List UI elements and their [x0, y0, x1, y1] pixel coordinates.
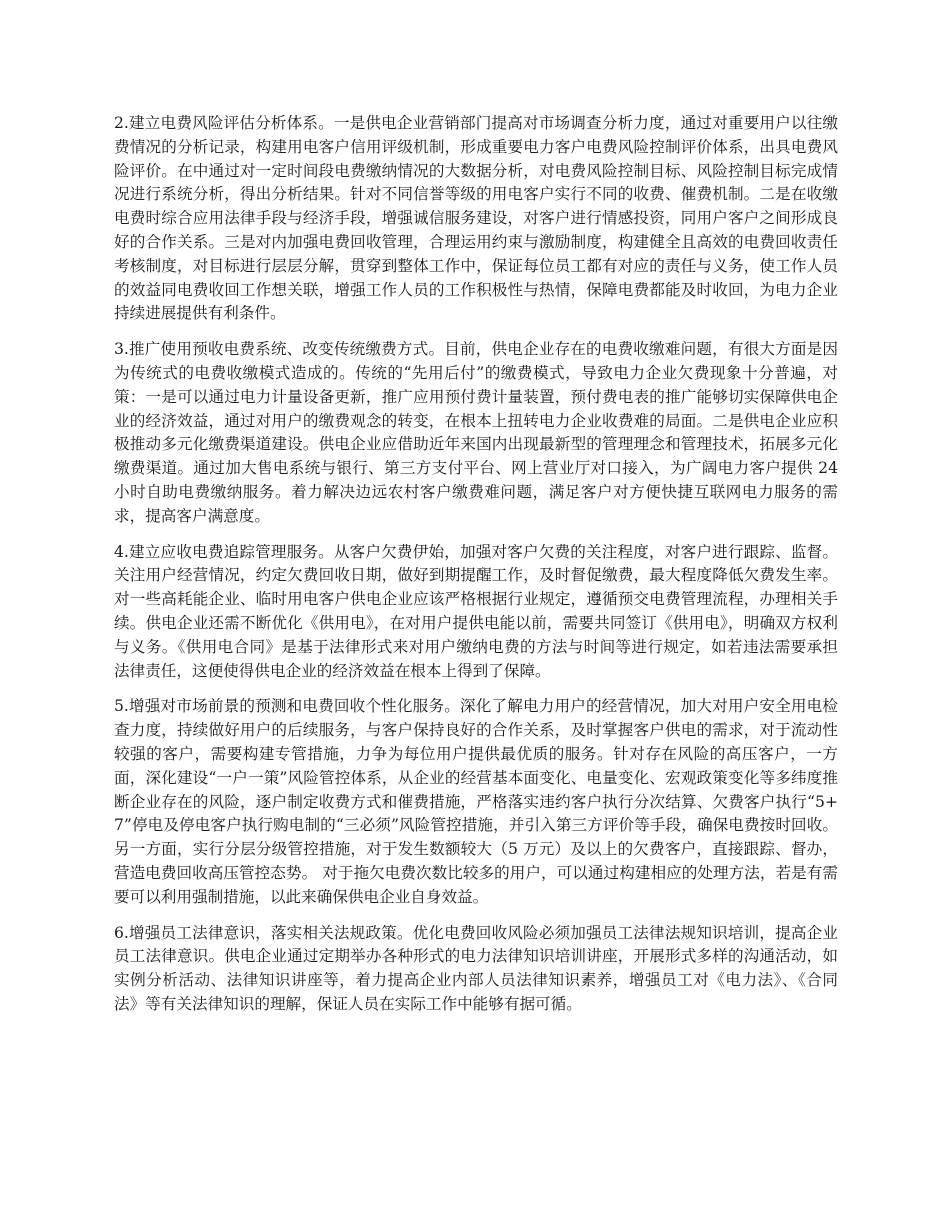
- paragraph-3-prepaid-system: 3.推广使用预收电费系统、改变传统缴费方式。目前，供电企业存在的电费收缴难问题，有很大方面是因为传统式的电费收缴模式造成的。传统的“先用后付”的缴费模式，导致电力企业欠费现象十分普遍，对策：一是可以通过电力计量设备更新，推广应用预付费计量装置，预付费电表的推广能够切实保障供电企业的经济效益，通过对用户的缴费观念的转变，在根本上扭转电力企业收费难的局面。二是供电企业应积极推动多元化缴费渠道建设。供电企业应借助近年来国内出现最新型的管理理念和管理技术，拓展多元化缴费渠道。通过加大售电系统与银行、第三方支付平台、网上营业厅对口接入，为广阔电力客户提供 24 小时自助电费缴纳服务。着力解决边远农村客户缴费难问题，满足客户对方便快捷互联网电力服务的需求，提高客户满意度。: [114, 340, 838, 525]
- paragraph-5-market-forecast: 5.增强对市场前景的预测和电费回收个性化服务。深化了解电力用户的经营情况，加大对用户安全用电检查力度，持续做好用户的后续服务，与客户保持良好的合作关系，及时掌握客户供电的需求，对于流动性较强的客户，需要构建专管措施，力争为每位用户提供最优质的服务。针对存在风险的高压客户，一方面，深化建设“一户一策”风险管控体系，从企业的经营基本面变化、电量变化、宏观政策变化等多纬度推断企业存在的风险，逐户制定收费方式和催费措施，严格落实违约客户执行分次结算、欠费客户执行“5+7”停电及停电客户执行购电制的“三必须”风险管控措施，并引入第三方评价等手段，确保电费按时回收。另一方面，实行分层分级管控措施，对于发生数额较大（5 万元）及以上的欠费客户，直接跟踪、督办，营造电费回收高压管控态势。 对于拖欠电费次数比较多的用户，可以通过构建相应的处理方法，若是有需要可以利用强制措施，以此来确保供电企业自身效益。: [114, 697, 838, 906]
- document-body: [114, 112, 838, 1029]
- paragraph-2-risk-assessment: 2.建立电费风险评估分析体系。一是供电企业营销部门提高对市场调查分析力度，通过对重要用户以往缴费情况的分析记录，构建用电客户信用评级机制，形成重要电力客户电费风险控制评价体系，出具电费风险评价。在中通过对一定时间段电费缴纳情况的大数据分析，对电费风险控制目标、风险控制目标完成情况进行系统分析，得出分析结果。针对不同信誉等级的用电客户实行不同的收费、催费机制。二是在收缴电费时综合应用法律手段与经济手段，增强诚信服务建设，对客户进行情感投资，同用户客户之间形成良好的合作关系。三是对内加强电费回收管理，合理运用约束与激励制度，构建健全且高效的电费回收责任考核制度，对目标进行层层分解，贯穿到整体工作中，保证每位员工都有对应的责任与义务，使工作人员的效益同电费收回工作想关联，增强工作人员的工作积极性与热情，保障电费都能及时收回，为电力企业持续进展提供有利条件。: [114, 114, 838, 323]
- paragraph-6-legal-awareness: 6.增强员工法律意识，落实相关法规政策。优化电费回收风险必须加强员工法律法规知识培训，提高企业员工法律意识。供电企业通过定期举办各种形式的电力法律知识培训讲座，开展形式多样的沟通活动，如实例分析活动、法律知识讲座等，着力提高企业内部人员法律知识素养，增强员工对《电力法》、《合同法》等有关法律知识的理解，保证人员在实际工作中能够有据可循。: [114, 923, 838, 1013]
- paragraph-4-receivable-tracking: 4.建立应收电费追踪管理服务。从客户欠费伊始，加强对客户欠费的关注程度，对客户进行跟踪、监督。关注用户经营情况，约定欠费回收日期，做好到期提醒工作，及时督促缴费，最大程度降低欠费发生率。对一些高耗能企业、临时用电客户供电企业应该严格根据行业规定，遵循预交电费管理流程，办理相关手续。供电企业还需不断优化《供用电》，在对用户提供电能以前，需要共同签订《供用电》，明确双方权利与义务。《供用电合同》是基于法律形式来对用户缴纳电费的方法与时间等进行规定，如若违法需要承担法律责任，这便使得供电企业的经济效益在根本上得到了保障。: [114, 542, 838, 680]
